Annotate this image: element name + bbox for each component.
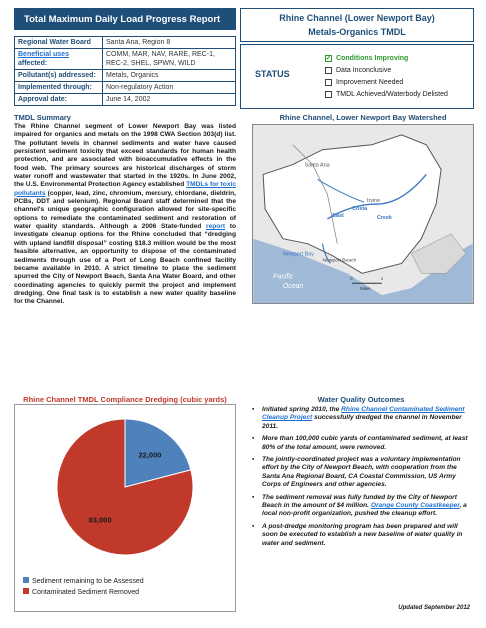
implemented-value: Non-regulatory Action — [103, 82, 236, 94]
project-title-line2: Metals-Organics TMDL — [308, 27, 406, 37]
summary-text — [14, 123, 236, 307]
status-option-label: Improvement Needed — [336, 78, 404, 86]
beneficial-uses-label — [15, 49, 103, 70]
summary-p3: to investigate cleanup options for the Rhine concluded that “dredging with upland landfill disposal” costing $18.3 million would be the most feasible alternative, an opportunity to dispose of the contaminated sediments through use of a Port of Long Beach confined facility became available in 2010. A strict timeline to place the sediment spurred the City of Newport Beach, Santa Ana Water Board, and other coordinating agencies to quickly permit the project and implement dredging. One final task is to establish a new water quality baseline for the Channel. — [14, 223, 236, 306]
implemented-label: Implemented through: — [15, 82, 103, 94]
checkbox-icon — [325, 79, 332, 86]
project-title — [240, 8, 474, 42]
approval-label: Approval date: — [15, 94, 103, 106]
outcome-item — [262, 494, 474, 519]
map-label-newport-bay: Newport Bay — [282, 251, 314, 258]
outcome-text: A post-dredge monitoring program has been prepared and will soon be executed to establish a new baseline of water quality in water and sediment. — [262, 522, 463, 547]
outcome-item — [262, 435, 474, 452]
outcome-text: successfully dredged the channel in November 2011. — [262, 414, 462, 430]
legend-label: Contaminated Sediment Removed — [32, 589, 140, 596]
beneficial-uses-suffix: affected: — [18, 60, 48, 67]
report-title: Total Maximum Daily Load Progress Report — [14, 8, 236, 30]
outcome-text: The sediment removal was fully funded by the City of Newport Beach in the amount of $4 million. — [262, 493, 457, 510]
status-option-label: TMDL Achieved/Waterbody Delisted — [336, 90, 448, 98]
beneficial-uses-value: COMM, MAR, NAV, RARE, REC-1, REC-2, SHEL, SPWN, WILD — [103, 49, 236, 70]
outcome-link[interactable]: Rhine Channel Contaminated Sediment Cleanup Project — [262, 406, 465, 422]
outcome-item — [262, 406, 474, 431]
scale-zero: 0 — [350, 276, 353, 282]
legend-swatch — [23, 588, 29, 594]
pollutants-label: Pollutant(s) addressed: — [15, 70, 103, 82]
map-label-pacific: Pacific — [273, 273, 294, 281]
checkbox-icon — [325, 67, 332, 74]
status-box — [240, 44, 474, 109]
approval-value: June 14, 2002 — [103, 94, 236, 106]
status-options — [325, 52, 448, 100]
info-table — [14, 36, 236, 106]
outcomes-list — [262, 406, 474, 552]
chart-title: Rhine Channel TMDL Compliance Dredging (cubic yards) — [23, 395, 227, 404]
outcome-item — [262, 523, 474, 548]
beneficial-uses-link[interactable]: Beneficial uses — [18, 51, 69, 58]
map-label-ocean: Ocean — [282, 283, 304, 291]
watershed-map — [252, 124, 474, 304]
outcome-item — [262, 456, 474, 490]
tmdls-link[interactable]: TMDLs for toxic pollutants — [14, 181, 236, 197]
project-title-line1: Rhine Channel (Lower Newport Bay) — [279, 13, 435, 23]
regional-board-label: Regional Water Board — [15, 37, 103, 49]
checked-box-icon: ✓ — [325, 54, 332, 62]
scale-one: 1 — [380, 276, 384, 282]
status-label: STATUS — [255, 69, 290, 79]
outcome-text: , a local non-profit organization, pushed the cleanup effort. — [262, 502, 467, 518]
map-label-santa-ana: Santa Ana — [304, 162, 330, 169]
report-link[interactable]: report — [206, 223, 226, 231]
outcome-text: Initiated spring 2010, the — [262, 406, 342, 413]
pie-data-label: 83,000 — [88, 515, 112, 525]
status-option-label: Data Inconclusive — [336, 66, 392, 74]
summary-p1: The Rhine Channel segment of Lower Newport Bay was listed impaired for organics and metals on the 1998 CWA Section 303(d) list. The pollutant levels in channel sediments and water have caused persistent sediment toxicity that exceed standards for human health protection, and are associated with bioaccumulative effects in the food web. The primary sources are historical discharges of storm water runoff and wastewater that started in the 1920s. In June 2002, the U.S. Environmental Protection Agency established — [14, 123, 236, 189]
status-option — [325, 76, 448, 88]
map-label-creek: Creek — [376, 214, 392, 221]
pollutants-value: Metals, Organics — [103, 70, 236, 82]
map-label-irvine: Irvine — [366, 198, 381, 205]
outcome-text: More than 100,000 cubic yards of contaminated sediment, at least 80% of the total amount, were removed. — [262, 435, 468, 451]
outcomes-title: Water Quality Outcomes — [317, 395, 405, 404]
status-option-label: Conditions Improving — [336, 54, 409, 62]
outcome-text: The jointly-coordinated project was a voluntary implementation effort by the City of Newport Beach, with cooperation from the Santa Ana Regional Board, CA Coastal Commission, US Army Corps of Engineers and other agencies. — [262, 456, 461, 489]
chart-box — [14, 404, 236, 612]
pie-chart — [15, 405, 235, 611]
scale-miles: Miles — [360, 286, 371, 292]
map-label-costa: Costa — [352, 206, 368, 213]
checkbox-icon — [325, 91, 332, 98]
map-label-east: East — [332, 212, 344, 219]
summary-title: TMDL Summary — [14, 113, 71, 122]
outcome-link[interactable]: Orange County Coastkeeper — [370, 502, 460, 510]
status-option — [325, 64, 448, 76]
map-title: Rhine Channel, Lower Newport Bay Watershed — [279, 113, 447, 122]
map-label-newport-beach: Newport Beach — [322, 258, 357, 264]
status-option — [325, 88, 448, 100]
status-option — [325, 52, 448, 64]
legend-swatch — [23, 577, 29, 583]
summary-p2: (copper, lead, zinc, chromium, mercury, chlordane, dieldrin, PCBs, DDT and selenium). Regional Board staff determined that the channel's unique geographic configuration allowed for site-specific options to remediate the contaminated sediment and restoration of water quality standards. Although a 2006 State-funded — [14, 189, 236, 231]
updated-date: Updated September 2012 — [398, 605, 470, 611]
legend-label: Sediment remaining to be Assessed — [32, 578, 144, 585]
regional-board-value: Santa Ana, Region 8 — [103, 37, 236, 49]
pie-data-label: 22,000 — [138, 450, 162, 460]
